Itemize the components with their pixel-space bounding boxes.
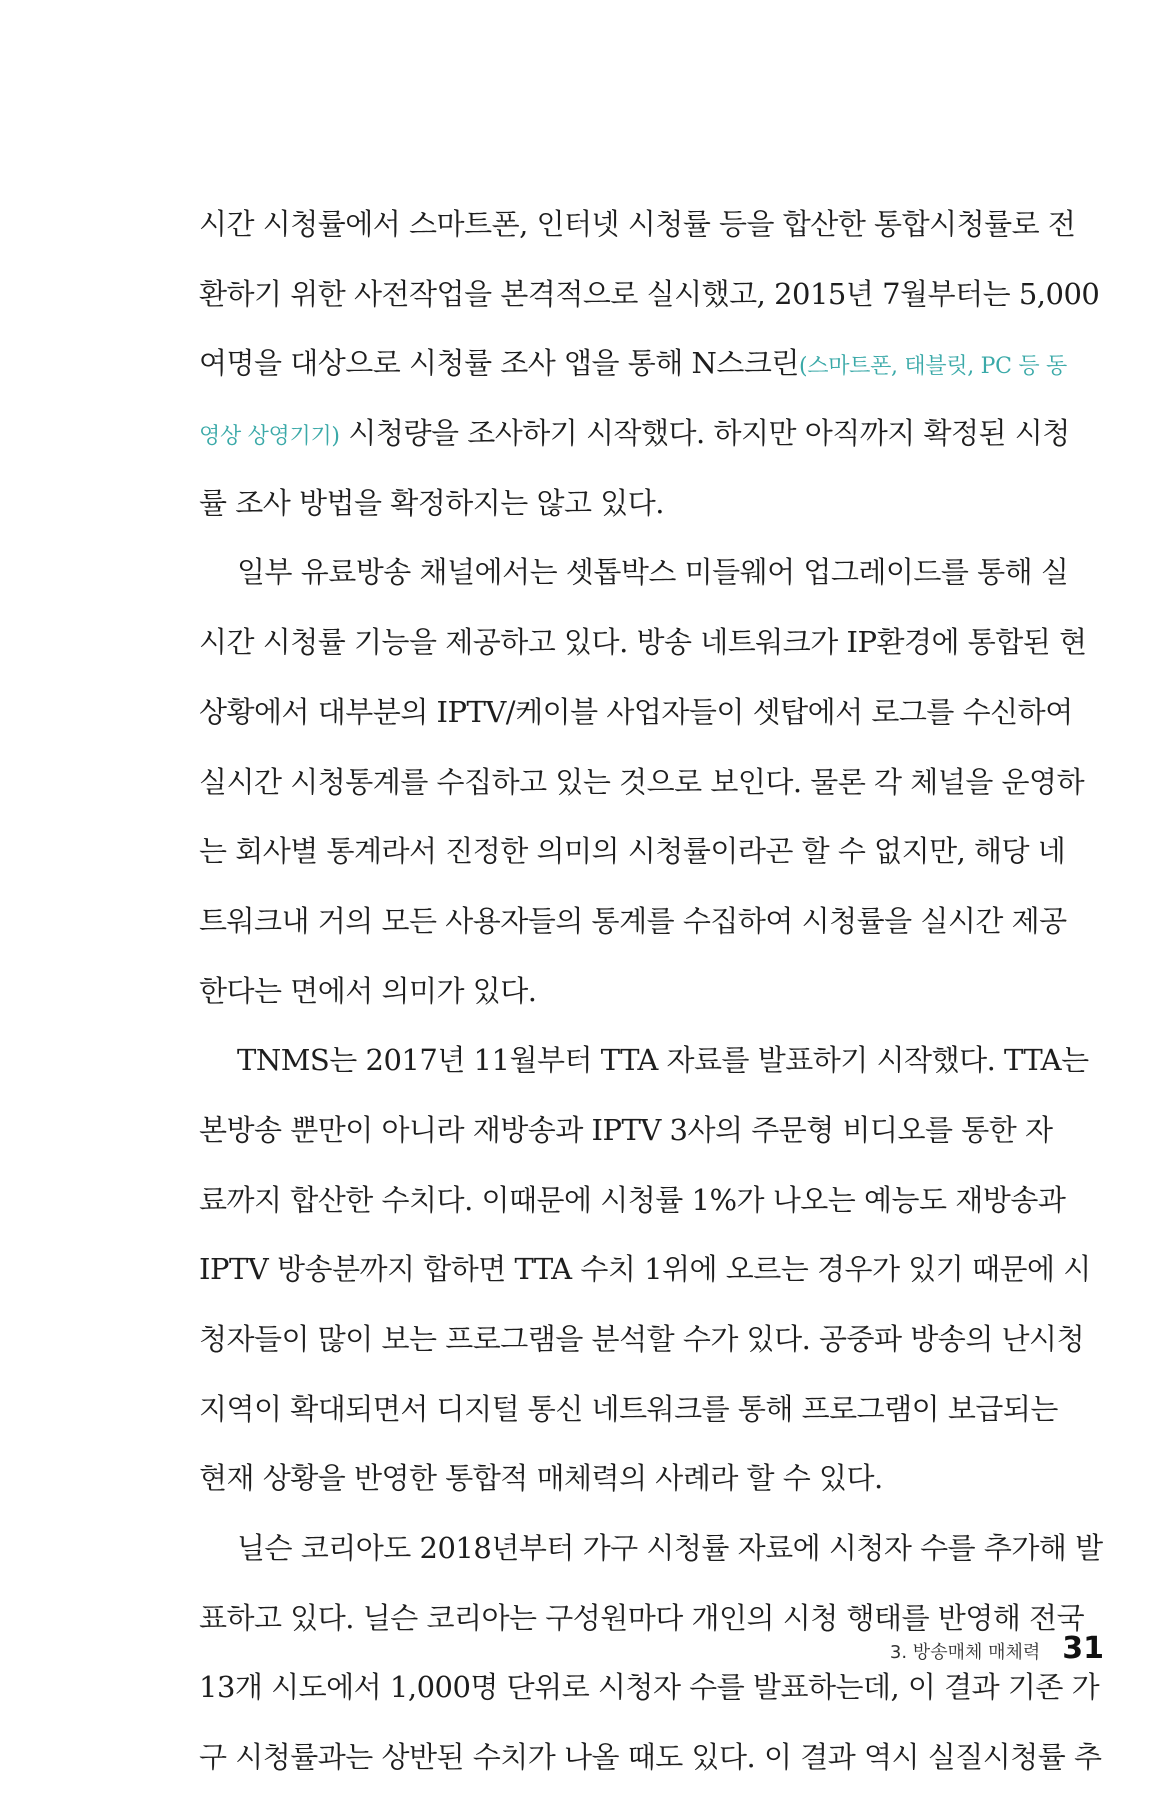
text-line: 한다는 면에서 의미가 있다. [199,973,537,1008]
text-line: IPTV 방송분까지 합하면 TTA 수치 1위에 오르는 경우가 있기 때문에 시 [199,1252,1091,1287]
text-line: 료까지 합산한 수치다. 이때문에 시청률 1%가 나오는 예능도 재방송과 [199,1182,1066,1217]
text-line: 표하고 있다. 닐슨 코리아는 구성원마다 개인의 시청 행태를 반영해 전국 [199,1600,1085,1635]
annotation-note: (스마트폰, 태블릿, PC 등 동 [798,354,1067,380]
text-line: 닐슨 코리아도 2018년부터 가구 시청률 자료에 시청자 수를 추가해 발 [237,1531,1103,1566]
text-line: 본방송 뿐만이 아니라 재방송과 IPTV 3사의 주문형 비디오를 통한 자 [199,1112,1053,1147]
text-line: 실시간 시청통계를 수집하고 있는 것으로 보인다. 물론 각 체널을 운영하 [199,764,1085,799]
annotation-note: 영상 상영기기) [199,424,340,450]
paragraph-2 [199,538,1087,1026]
text-span: 여명을 대상으로 시청률 조사 앱을 통해 N스크린 [199,346,799,381]
text-line: 는 회사별 통계라서 진정한 의미의 시청률이라곤 할 수 없지만, 해당 네 [199,834,1066,869]
text-line [199,329,1067,399]
text-line: 현재 상황을 반영한 통합적 매체력의 사례라 할 수 있다. [199,1461,883,1496]
text-line: 환하기 위한 사전작업을 본격적으로 실시했고, 2015년 7월부터는 5,000 [199,276,1100,311]
text-line: TNMS는 2017년 11월부터 TTA 자료를 발표하기 시작했다. TTA는 [237,1043,1089,1078]
text-line: 청자들이 많이 보는 프로그램을 분석할 수가 있다. 공중파 방송의 난시청 [199,1322,1085,1356]
text-line: 시간 시청률에서 스마트폰, 인터넷 시청률 등을 합산한 통합시청률로 전 [199,207,1076,241]
text-line: 일부 유료방송 채널에서는 셋톱박스 미들웨어 업그레이드를 통해 실 [237,555,1069,590]
text-span: 시청량을 조사하기 시작했다. 하지만 아직까지 확정된 시청 [339,416,1070,451]
text-line: 13개 시도에서 1,000명 단위로 시청자 수를 발표하는데, 이 결과 기존 가 [199,1670,1100,1705]
text-line: 구 시청률과는 상반된 수치가 나올 때도 있다. 이 결과 역시 실질시청률 추 [199,1740,1102,1775]
paragraph-1 [199,190,1100,538]
text-line: 률 조사 방법을 확정하지는 않고 있다. [199,485,665,520]
section-title: 3. 방송매체 매체력 [889,1642,1041,1663]
text-line: 지역이 확대되면서 디지털 통신 네트워크를 통해 프로그램이 보급되는 [199,1391,1058,1426]
text-line [199,399,1070,469]
text-line: 트워크내 거의 모든 사용자들의 통계를 수집하여 시청률을 실시간 제공 [199,903,1067,938]
text-line: 시간 시청률 기능을 제공하고 있다. 방송 네트워크가 IP환경에 통합된 현 [199,625,1087,660]
page-number: 31 [1062,1631,1104,1666]
text-line: 상황에서 대부분의 IPTV/케이블 사업자들이 셋탑에서 로그를 수신하여 [199,694,1073,729]
paragraph-3 [199,1026,1091,1514]
page-footer [890,1631,1104,1666]
